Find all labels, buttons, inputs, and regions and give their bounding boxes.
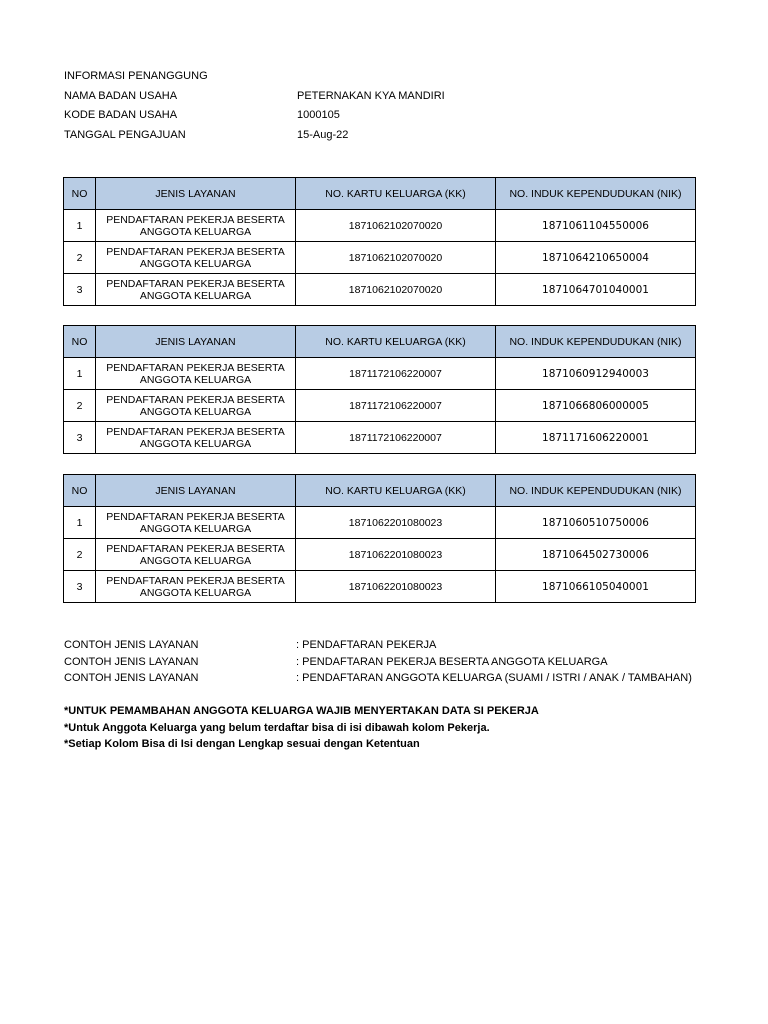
cell-kk: 1871172106220007 xyxy=(296,358,496,390)
cell-kk: 1871062201080023 xyxy=(296,507,496,539)
cell-nik: 1871066806000005 xyxy=(496,390,696,422)
cell-kk: 1871172106220007 xyxy=(296,390,496,422)
table-row xyxy=(64,274,696,306)
header-no: NO xyxy=(64,475,96,507)
header-kk: NO. KARTU KELUARGA (KK) xyxy=(296,475,496,507)
example-row xyxy=(64,670,744,687)
header-kk: NO. KARTU KELUARGA (KK) xyxy=(296,178,496,210)
table-row xyxy=(64,242,696,274)
header-jenis-layanan: JENIS LAYANAN xyxy=(96,475,296,507)
jenis-line-1: PENDAFTARAN PEKERJA BESERTA xyxy=(106,213,285,226)
info-heading: INFORMASI PENANGGUNG xyxy=(64,70,208,82)
header-nik: NO. INDUK KEPENDUDUKAN (NIK) xyxy=(496,475,696,507)
jenis-line-1: PENDAFTARAN PEKERJA BESERTA xyxy=(106,425,285,438)
jenis-line-1: PENDAFTARAN PEKERJA BESERTA xyxy=(106,510,285,523)
table-header-row xyxy=(64,326,696,358)
cell-kk: 1871062102070020 xyxy=(296,274,496,306)
jenis-line-2: ANGGOTA KELUARGA xyxy=(139,373,252,386)
info-row-tanggal xyxy=(64,127,704,147)
note-line: *Untuk Anggota Keluarga yang belum terdaftar bisa di isi dibawah kolom Pekerja. xyxy=(64,721,490,734)
informasi-penanggung xyxy=(64,68,704,146)
cell-no: 1 xyxy=(64,210,96,242)
jenis-line-2: ANGGOTA KELUARGA xyxy=(139,586,252,599)
cell-kk: 1871062102070020 xyxy=(296,242,496,274)
table-row xyxy=(64,539,696,571)
header-jenis-layanan: JENIS LAYANAN xyxy=(96,326,296,358)
cell-jenis-layanan xyxy=(96,210,296,242)
cell-jenis-layanan xyxy=(96,358,296,390)
cell-nik: 1871064502730006 xyxy=(496,539,696,571)
jenis-line-2: ANGGOTA KELUARGA xyxy=(139,289,252,302)
jenis-line-2: ANGGOTA KELUARGA xyxy=(139,257,252,270)
cell-no: 2 xyxy=(64,539,96,571)
cell-nik: 1871066105040001 xyxy=(496,571,696,603)
cell-nik: 1871064701040001 xyxy=(496,274,696,306)
example-row xyxy=(64,654,744,671)
jenis-line-2: ANGGOTA KELUARGA xyxy=(139,225,252,238)
cell-kk: 1871172106220007 xyxy=(296,422,496,454)
cell-kk: 1871062201080023 xyxy=(296,539,496,571)
jenis-line-2: ANGGOTA KELUARGA xyxy=(139,405,252,418)
jenis-line-1: PENDAFTARAN PEKERJA BESERTA xyxy=(106,542,285,555)
jenis-line-1: PENDAFTARAN PEKERJA BESERTA xyxy=(106,574,285,587)
cell-no: 2 xyxy=(64,390,96,422)
info-heading-row xyxy=(64,68,704,88)
example-label: CONTOH JENIS LAYANAN xyxy=(64,672,199,684)
cell-nik: 1871060510750006 xyxy=(496,507,696,539)
jenis-line-2: ANGGOTA KELUARGA xyxy=(139,522,252,535)
header-no: NO xyxy=(64,178,96,210)
header-kk: NO. KARTU KELUARGA (KK) xyxy=(296,326,496,358)
example-value: : PENDAFTARAN PEKERJA xyxy=(296,639,437,651)
note-line: *Setiap Kolom Bisa di Isi dengan Lengkap sesuai dengan Ketentuan xyxy=(64,738,420,750)
cell-kk: 1871062201080023 xyxy=(296,571,496,603)
table-row xyxy=(64,422,696,454)
table-row xyxy=(64,210,696,242)
table-row xyxy=(64,358,696,390)
jenis-line-1: PENDAFTARAN PEKERJA BESERTA xyxy=(106,393,285,406)
table-row xyxy=(64,507,696,539)
jenis-line-2: ANGGOTA KELUARGA xyxy=(139,554,252,567)
jenis-line-1: PENDAFTARAN PEKERJA BESERTA xyxy=(106,277,285,290)
cell-jenis-layanan xyxy=(96,539,296,571)
cell-jenis-layanan xyxy=(96,242,296,274)
table-header-row xyxy=(64,475,696,507)
cell-no: 3 xyxy=(64,422,96,454)
info-value: 1000105 xyxy=(297,109,340,121)
note-line: *UNTUK PEMAMBAHAN ANGGOTA KELUARGA WAJIB MENYERTAKAN DATA SI PEKERJA xyxy=(64,705,539,717)
table-row xyxy=(64,571,696,603)
example-value: : PENDAFTARAN ANGGOTA KELUARGA (SUAMI / ISTRI / ANAK / TAMBAHAN) xyxy=(296,672,692,684)
table-header-row xyxy=(64,178,696,210)
info-row-kode xyxy=(64,107,704,127)
info-row-nama xyxy=(64,88,704,108)
cell-jenis-layanan xyxy=(96,390,296,422)
cell-nik: 1871061104550006 xyxy=(496,210,696,242)
cell-jenis-layanan xyxy=(96,422,296,454)
cell-no: 2 xyxy=(64,242,96,274)
cell-no: 3 xyxy=(64,571,96,603)
header-no: NO xyxy=(64,326,96,358)
info-value: PETERNAKAN KYA MANDIRI xyxy=(297,89,445,102)
header-nik: NO. INDUK KEPENDUDUKAN (NIK) xyxy=(496,326,696,358)
jenis-line-1: PENDAFTARAN PEKERJA BESERTA xyxy=(106,361,285,374)
service-table-2 xyxy=(63,325,696,454)
example-value: : PENDAFTARAN PEKERJA BESERTA ANGGOTA KELUARGA xyxy=(296,655,608,668)
example-label: CONTOH JENIS LAYANAN xyxy=(64,639,199,651)
info-label: TANGGAL PENGAJUAN xyxy=(64,128,186,141)
example-label: CONTOH JENIS LAYANAN xyxy=(64,655,199,668)
cell-no: 1 xyxy=(64,507,96,539)
example-row xyxy=(64,637,744,654)
cell-nik: 1871060912940003 xyxy=(496,358,696,390)
info-label: NAMA BADAN USAHA xyxy=(64,89,178,102)
info-label: KODE BADAN USAHA xyxy=(64,109,178,121)
info-value: 15-Aug-22 xyxy=(297,128,349,141)
jenis-line-1: PENDAFTARAN PEKERJA BESERTA xyxy=(106,245,285,258)
service-table-1 xyxy=(63,177,696,306)
cell-nik: 1871171606220001 xyxy=(496,422,696,454)
header-jenis-layanan: JENIS LAYANAN xyxy=(96,178,296,210)
contoh-jenis-layanan xyxy=(64,637,744,687)
cell-kk: 1871062102070020 xyxy=(296,210,496,242)
cell-jenis-layanan xyxy=(96,571,296,603)
table-row xyxy=(64,390,696,422)
cell-no: 3 xyxy=(64,274,96,306)
cell-jenis-layanan xyxy=(96,507,296,539)
notes xyxy=(64,703,744,753)
cell-nik: 1871064210650004 xyxy=(496,242,696,274)
jenis-line-2: ANGGOTA KELUARGA xyxy=(139,437,252,450)
cell-no: 1 xyxy=(64,358,96,390)
cell-jenis-layanan xyxy=(96,274,296,306)
service-table-3 xyxy=(63,474,696,603)
header-nik: NO. INDUK KEPENDUDUKAN (NIK) xyxy=(496,178,696,210)
